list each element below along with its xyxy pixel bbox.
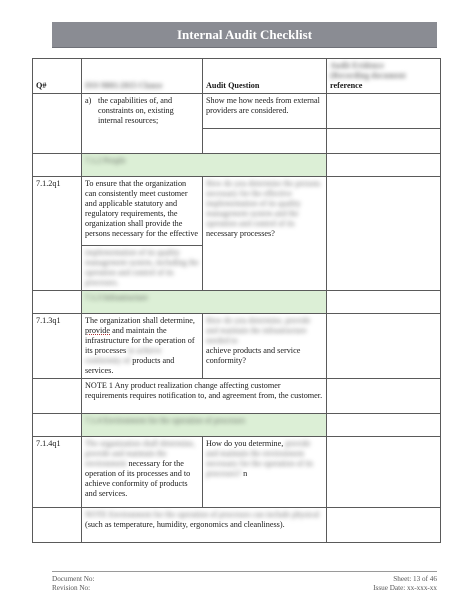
section-row <box>33 154 441 177</box>
question-cell <box>203 129 327 154</box>
evidence-cell <box>327 94 441 129</box>
footer-right <box>373 575 437 593</box>
audit-checklist-table <box>32 58 441 543</box>
revision-number: Revision No: <box>52 584 91 592</box>
q-cell: 7.1.3q1 <box>33 314 82 379</box>
header-clause: ISO 9001:2015 Clause <box>82 59 203 94</box>
document-title: Internal Audit Checklist <box>52 22 437 47</box>
section-heading: 7.1.2 People <box>82 154 327 177</box>
table-row <box>33 437 441 508</box>
footer-left <box>52 575 95 593</box>
q-cell: 7.1.2q1 <box>33 177 82 291</box>
q-cell <box>33 94 82 154</box>
section-row <box>33 291 441 314</box>
note-text: NOTE Environment for the operation of processes can include physical (such as temperature, humidity, ergonomics and cleanliness). <box>82 508 327 543</box>
section-row <box>33 414 441 437</box>
table-row <box>33 314 441 379</box>
header-evidence: Audit Evidence (Recording document reference <box>327 59 441 94</box>
q-cell <box>33 414 82 437</box>
evidence-cell <box>327 129 441 154</box>
q-cell: 7.1.4q1 <box>33 437 82 508</box>
question-cell: Show me how needs from external providers are considered. <box>203 94 327 129</box>
question-cell: How do you determine the persons necessary for the effective implementation of its quality management system and the operation and control of its necessary processes? <box>203 177 327 291</box>
note-row <box>33 379 441 414</box>
header-question: Audit Question <box>203 59 327 94</box>
table-header-row <box>33 59 441 94</box>
clause-cell: The organization shall determine, provide and maintain the infrastructure for the operation of its processes to achieve conformity of products and services. <box>82 314 203 379</box>
evidence-cell <box>327 177 441 291</box>
clause-cell: implementation of its quality management system, including the operation and control of its processes. <box>82 246 203 291</box>
evidence-cell <box>327 508 441 543</box>
evidence-cell <box>327 154 441 177</box>
note-row <box>33 508 441 543</box>
sheet-number: Sheet: 13 of 46 <box>393 575 437 583</box>
header-q: Q# <box>33 59 82 94</box>
clause-cell: To ensure that the organization can consistently meet customer and applicable statutory and regulatory requirements, the organization shall provide the persons necessary for the effective <box>82 177 203 246</box>
evidence-cell <box>327 437 441 508</box>
q-cell <box>33 291 82 314</box>
question-cell: How do you determine, provide and maintain the infrastructure needed to achieve products and service conformity? <box>203 314 327 379</box>
evidence-cell <box>327 379 441 414</box>
table-row <box>33 177 441 246</box>
page-footer <box>52 571 437 592</box>
evidence-cell <box>327 314 441 379</box>
question-cell: How do you determine, provide and maintain the environment necessary for the operation of its processes? n <box>203 437 327 508</box>
table-row <box>33 94 441 129</box>
issue-date: Issue Date: xx-xxx-xx <box>373 584 437 592</box>
evidence-cell <box>327 414 441 437</box>
note-text: NOTE 1 Any product realization change affecting customer requirements requires notification to, and agreement from, the customer. <box>82 379 327 414</box>
section-heading: 7.1.4 Environment for the operation of processes <box>82 414 327 437</box>
section-heading: 7.1.3 Infrastructure <box>82 291 327 314</box>
clause-cell: a) the capabilities of, and constraints on, existing internal resources; <box>82 94 203 154</box>
clause-cell: The organization shall determine, provide and maintain the environment necessary for the operation of its processes and to achieve conformity of products and services. <box>82 437 203 508</box>
document-number: Document No: <box>52 575 95 583</box>
evidence-cell <box>327 291 441 314</box>
q-cell <box>33 379 82 414</box>
q-cell <box>33 508 82 543</box>
q-cell <box>33 154 82 177</box>
